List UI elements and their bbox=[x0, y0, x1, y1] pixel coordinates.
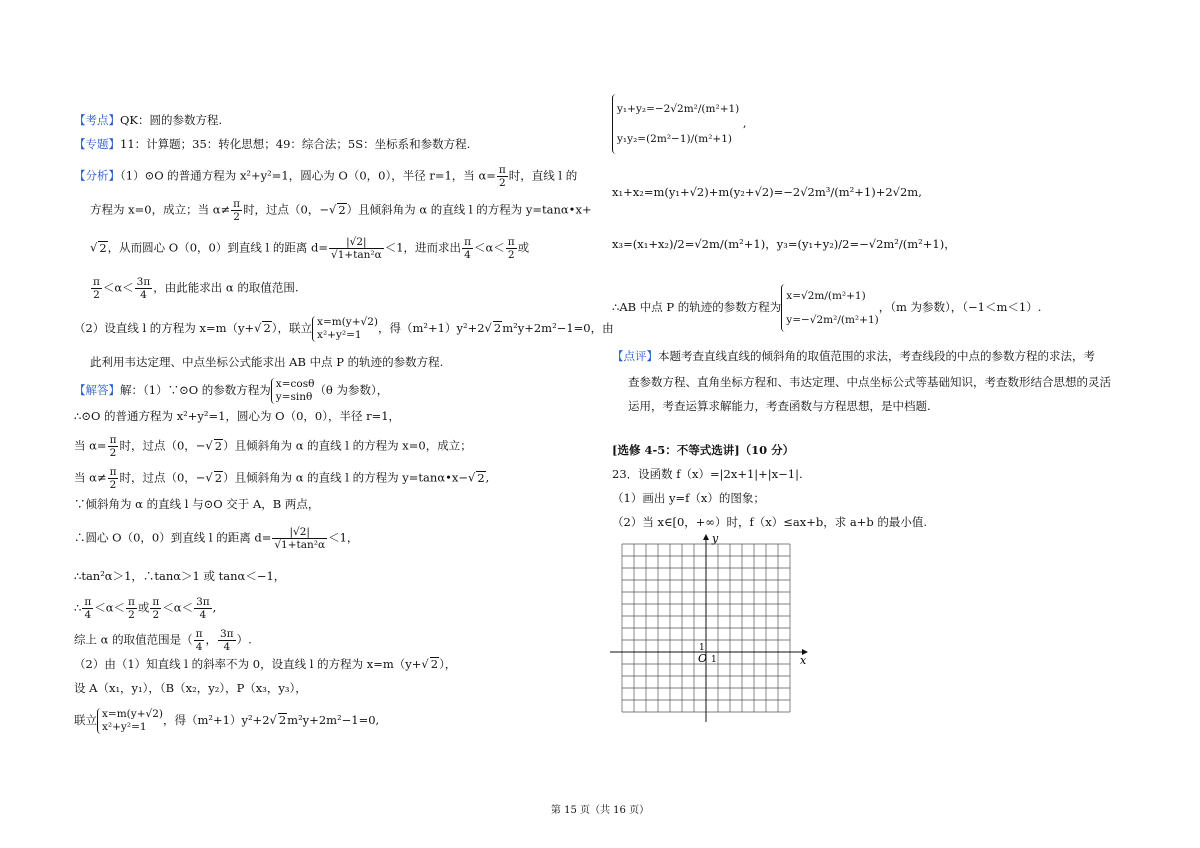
fenxi-line-2: 方程为 x=0，成立；当 α≠ $\frac{\pi}{2}$ 时，过点（0，−√ 2）且倾斜角为 α 的直线 l 的方程为 y=tanα•x+ bbox=[90, 198, 592, 223]
den: 2 bbox=[109, 479, 117, 491]
radical: 2 bbox=[477, 470, 485, 485]
radical: 2 bbox=[214, 438, 223, 453]
coordinate-grid bbox=[610, 532, 810, 728]
num: π bbox=[152, 596, 160, 608]
text: ），联立 bbox=[271, 321, 313, 335]
fraction bbox=[218, 628, 236, 653]
question-23-part-1 bbox=[612, 490, 765, 506]
num: π bbox=[233, 198, 241, 210]
fenxi-line-5: （2）设直线 l 的方程为 x=m（y+√ 2），联立 x=m(y+√2) x²+y²=1 ，得（m²+1）y²+2√ 2m²y+2m²−1=0，由 bbox=[74, 316, 614, 341]
text: 或 bbox=[137, 600, 150, 615]
text: 联立 bbox=[74, 713, 97, 727]
text: 解：（1）∵⊙O 的参数方程为 bbox=[120, 383, 271, 397]
text: ）且倾斜角为 α 的直线 l 的方程为 y=tanα•x− bbox=[223, 470, 468, 485]
x-tick-1: 1 bbox=[711, 655, 717, 665]
text: （1）⊙O 的普通方程为 x²+y²=1，圆心为 O（0，0），半径 r=1，当 α= bbox=[120, 168, 496, 183]
den: 2 bbox=[93, 289, 100, 301]
eq: y₁y₂=(2m²−1)/(m²+1) bbox=[617, 133, 732, 145]
text: 当 α≠ bbox=[74, 470, 107, 485]
text: ，由此能求出 α 的取值范围. bbox=[153, 280, 299, 295]
y-axis-label: y bbox=[712, 532, 719, 545]
kaodian-text: QK：圆的参数方程. bbox=[120, 113, 223, 127]
radical: 2 bbox=[214, 470, 223, 485]
fraction bbox=[108, 466, 119, 491]
text: ＜α＜ bbox=[94, 600, 125, 615]
num: 3π bbox=[136, 276, 151, 288]
y-tick-1: 1 bbox=[699, 643, 705, 653]
question-23 bbox=[612, 466, 803, 482]
midpoint-line bbox=[612, 236, 956, 252]
text: m²y+2m²−1=0，由 bbox=[502, 321, 614, 335]
text: （2）由（1）知直线 l 的斜率不为 0，设直线 l 的方程为 x=m（y+ bbox=[74, 657, 422, 671]
den: 2 bbox=[507, 249, 515, 261]
jieda-line-3: 当 α= $\frac{\pi}{2}$ 时，过点（0，−√ 2）且倾斜角为 α 的直线 l 的方程为 x=0，成立； bbox=[74, 434, 472, 459]
text: 此利用韦达定理、中点坐标公式能求出 AB 中点 P 的轨迹的参数方程. bbox=[90, 355, 444, 369]
den: 2 bbox=[233, 211, 240, 223]
eq: x=cosθ bbox=[275, 378, 315, 390]
text: ）， bbox=[439, 657, 457, 671]
fraction bbox=[126, 596, 137, 621]
den: 4 bbox=[464, 249, 471, 261]
text: 23．设函数 f（x）=|2x+1|+|x−1|. bbox=[612, 467, 803, 481]
zhuanti-tag: 【专题】 bbox=[74, 137, 120, 151]
text: （1）画出 y=f（x）的图象； bbox=[612, 491, 765, 505]
den: 2 bbox=[498, 177, 506, 189]
text: 或 bbox=[517, 240, 530, 255]
param-line bbox=[612, 284, 1041, 332]
fraction bbox=[194, 596, 212, 621]
text: ）. bbox=[236, 632, 252, 647]
jieda-line-11 bbox=[74, 680, 307, 696]
den: 4 bbox=[84, 609, 92, 621]
equation-system bbox=[781, 284, 878, 332]
kaodian-line bbox=[74, 112, 222, 128]
sum-x-line bbox=[612, 184, 922, 200]
eq: x²+y²=1 bbox=[317, 329, 362, 341]
text: ＜α＜ bbox=[162, 600, 194, 615]
fenxi-line-1 bbox=[74, 164, 577, 189]
dianping-line-3 bbox=[612, 398, 931, 414]
text: ＜1， bbox=[328, 530, 359, 545]
page-footer: 第 15 页（共 16 页） bbox=[550, 805, 650, 816]
text: 当 α= bbox=[74, 438, 107, 453]
kaodian-tag: 【考点】 bbox=[74, 113, 120, 127]
radical: 2 bbox=[430, 657, 439, 671]
text: x₁+x₂=m(y₁+√2)+m(y₂+√2)=−2√2m³/(m²+1)+2√2m, bbox=[612, 185, 922, 199]
text: ∴tan²α＞1，∴tanα＞1 或 tanα＜−1， bbox=[74, 569, 286, 583]
num: 3π bbox=[196, 596, 210, 608]
text: ＜α＜ bbox=[473, 240, 505, 255]
text: ，（m 为参数），（−1＜m＜1）. bbox=[878, 300, 1042, 314]
dianping-line-1 bbox=[612, 348, 1095, 364]
text: （2）设直线 l 的方程为 x=m（y+ bbox=[74, 321, 255, 335]
eq: y₁+y₂=−2√2m²/(m²+1) bbox=[617, 103, 740, 115]
eq: x=m(y+√2) bbox=[102, 708, 163, 720]
den: 4 bbox=[223, 641, 231, 653]
fraction bbox=[506, 236, 517, 261]
text: 时，过点（0，− bbox=[119, 438, 206, 453]
text: 设 A（x₁，y₁），（B（x₂，y₂），P（x₃，y₃）， bbox=[74, 681, 307, 695]
text: ＜1，进而求出 bbox=[384, 240, 462, 255]
radical: 2 bbox=[263, 321, 271, 335]
text: m²y+2m²−1=0, bbox=[287, 713, 380, 727]
text: 综上 α 的取值范围是（ bbox=[74, 632, 193, 647]
text: ）且倾斜角为 α 的直线 l 的方程为 x=0，成立； bbox=[223, 438, 472, 453]
equation-system bbox=[312, 316, 378, 342]
equation-system bbox=[271, 378, 315, 404]
radical: 2 bbox=[99, 240, 107, 255]
text: （2）当 x∈[0，+∞）时，f（x）≤ax+b，求 a+b 的最小值. bbox=[612, 515, 928, 529]
text: [选修 4-5：不等式选讲]（10 分） bbox=[612, 443, 795, 457]
jieda-line-5 bbox=[74, 496, 319, 512]
fraction bbox=[150, 596, 161, 621]
text: 本题考查直线直线的倾斜角的取值范围的求法，考查线段的中点的参数方程的求法，考 bbox=[658, 349, 1095, 363]
jieda-line-7 bbox=[74, 568, 285, 584]
origin-label: O bbox=[698, 652, 708, 665]
text: 方程为 x=0，成立；当 α≠ bbox=[90, 202, 231, 217]
text: ，从而圆心 O（0，0）到直线 l 的距离 d= bbox=[107, 240, 329, 255]
jieda-tag: 【解答】 bbox=[74, 383, 120, 397]
radical: 2 bbox=[338, 202, 346, 217]
fraction bbox=[135, 276, 153, 301]
fraction bbox=[329, 236, 384, 261]
text: ）且倾斜角为 α 的直线 l 的方程为 y=tanα•x+ bbox=[346, 202, 592, 217]
eq: y=sinθ bbox=[275, 391, 313, 403]
jieda-line-1 bbox=[74, 378, 388, 404]
text: 查参数方程、直角坐标方程和、韦达定理、中点坐标公式等基础知识，考查数形结合思想的灵活 bbox=[628, 375, 1111, 389]
jieda-line-12: 联立 x=m(y+√2) x²+y²=1 ，得（m²+1）y²+2√ 2m²y+2m²−1=0, bbox=[74, 708, 380, 733]
text: 运用，考查运算求解能力，考查函数与方程思想，是中档题. bbox=[628, 399, 931, 413]
eq: y=−√2m²/(m²+1) bbox=[786, 314, 879, 326]
den: 2 bbox=[152, 609, 160, 621]
text: ∴AB 中点 P 的轨迹的参数方程为 bbox=[612, 300, 782, 314]
den: 4 bbox=[199, 609, 207, 621]
eq: x²+y²=1 bbox=[102, 721, 147, 733]
text: ∴⊙O 的普通方程为 x²+y²=1，圆心为 O（0，0），半径 r=1， bbox=[74, 409, 401, 423]
fraction bbox=[194, 628, 205, 653]
den: 2 bbox=[128, 609, 135, 621]
num: π bbox=[109, 466, 117, 478]
num: π bbox=[498, 164, 506, 176]
equation-system bbox=[612, 94, 739, 154]
fenxi-tag: 【分析】 bbox=[74, 168, 120, 183]
text: ，得（m²+1）y²+2 bbox=[378, 321, 485, 335]
fenxi-line-4 bbox=[74, 276, 299, 301]
zhuanti-line bbox=[74, 136, 470, 152]
jieda-line-6 bbox=[74, 526, 358, 551]
text: ∴圆心 O（0，0）到直线 l 的距离 d= bbox=[74, 530, 272, 545]
dianping-tag: 【点评】 bbox=[612, 349, 658, 363]
num: |√2| bbox=[272, 526, 327, 539]
den: 2 bbox=[109, 447, 117, 459]
section-title bbox=[612, 442, 794, 458]
den: √1+tan²α bbox=[331, 249, 382, 261]
eq: x=m(y+√2) bbox=[317, 316, 379, 328]
jieda-line-10: （2）由（1）知直线 l 的斜率不为 0，设直线 l 的方程为 x=m（y+√ 2）， bbox=[74, 657, 457, 671]
text: x₃=(x₁+x₂)/2=√2m/(m²+1)，y₃=(y₁+y₂)/2=−√2m²/(m²+1)， bbox=[612, 237, 956, 251]
y-axis-arrow bbox=[703, 534, 709, 540]
text: 时，过点（0，− bbox=[119, 470, 206, 485]
fraction bbox=[231, 198, 242, 223]
den: 4 bbox=[140, 289, 147, 301]
x-axis-label: x bbox=[800, 654, 807, 667]
question-23-part-2 bbox=[612, 514, 927, 530]
num: π bbox=[128, 596, 135, 608]
num: 3π bbox=[219, 628, 234, 640]
text: ＜α＜ bbox=[102, 280, 134, 295]
fraction bbox=[82, 596, 93, 621]
jieda-line-4: 当 α≠ $\frac{\pi}{2}$ 时，过点（0，−√ 2）且倾斜角为 α 的直线 l 的方程为 y=tanα•x−√ 2, bbox=[74, 466, 490, 491]
fraction bbox=[272, 526, 327, 551]
fenxi-line-6 bbox=[74, 354, 443, 370]
text: ，得（m²+1）y²+2 bbox=[162, 713, 270, 727]
eq: x=√2m/(m²+1) bbox=[786, 290, 866, 302]
fraction bbox=[462, 236, 473, 261]
zhuanti-text: 11：计算题；35：转化思想；49：综合法；5S：坐标系和参数方程. bbox=[120, 137, 471, 151]
dianping-line-2 bbox=[612, 374, 1111, 390]
text: 时，过点（0，− bbox=[243, 202, 330, 217]
fraction bbox=[108, 434, 119, 459]
num: π bbox=[93, 276, 100, 288]
num: π bbox=[464, 236, 471, 248]
den: √1+tan²α bbox=[274, 539, 326, 551]
fenxi-line-3: √ 2，从而圆心 O（0，0）到直线 l 的距离 d= $\frac{|√2|}{\text{√1+tan²α}}$ ＜1，进而求出 $\frac{\pi}{4}$ ＜α＜ $\frac{\pi}{2}$ 或 bbox=[90, 236, 530, 261]
radical: 2 bbox=[278, 713, 287, 727]
num: |√2| bbox=[329, 236, 384, 249]
num: π bbox=[195, 628, 203, 640]
num: π bbox=[109, 434, 117, 446]
den: 4 bbox=[195, 641, 203, 653]
radical: 2 bbox=[493, 321, 502, 335]
jieda-line-9: 综上 α 的取值范围是（ $\frac{\pi}{4}$ ， $\frac{3\pi}{4}$ ）. bbox=[74, 628, 252, 653]
fraction bbox=[91, 276, 102, 301]
fraction bbox=[497, 164, 508, 189]
text: （θ 为参数）， bbox=[314, 383, 389, 397]
text: ∵倾斜角为 α 的直线 l 与⊙O 交于 A，B 两点， bbox=[74, 497, 320, 511]
jieda-line-8: ∴ $\frac{\pi}{4}$ ＜α＜ $\frac{\pi}{2}$ 或 $\frac{\pi}{2}$ ＜α＜ $\frac{3\pi}{4}$ , bbox=[74, 596, 217, 621]
num: π bbox=[84, 596, 92, 608]
vieta-system: y₁+y₂=−2√2m²/(m²+1) y₁y₂=(2m²−1)/(m²+1) , bbox=[612, 94, 747, 154]
num: π bbox=[507, 236, 515, 248]
text: ∴ bbox=[74, 600, 82, 615]
equation-system bbox=[97, 708, 163, 734]
text: 时，直线 l 的 bbox=[508, 168, 578, 183]
jieda-line-2 bbox=[74, 408, 400, 424]
